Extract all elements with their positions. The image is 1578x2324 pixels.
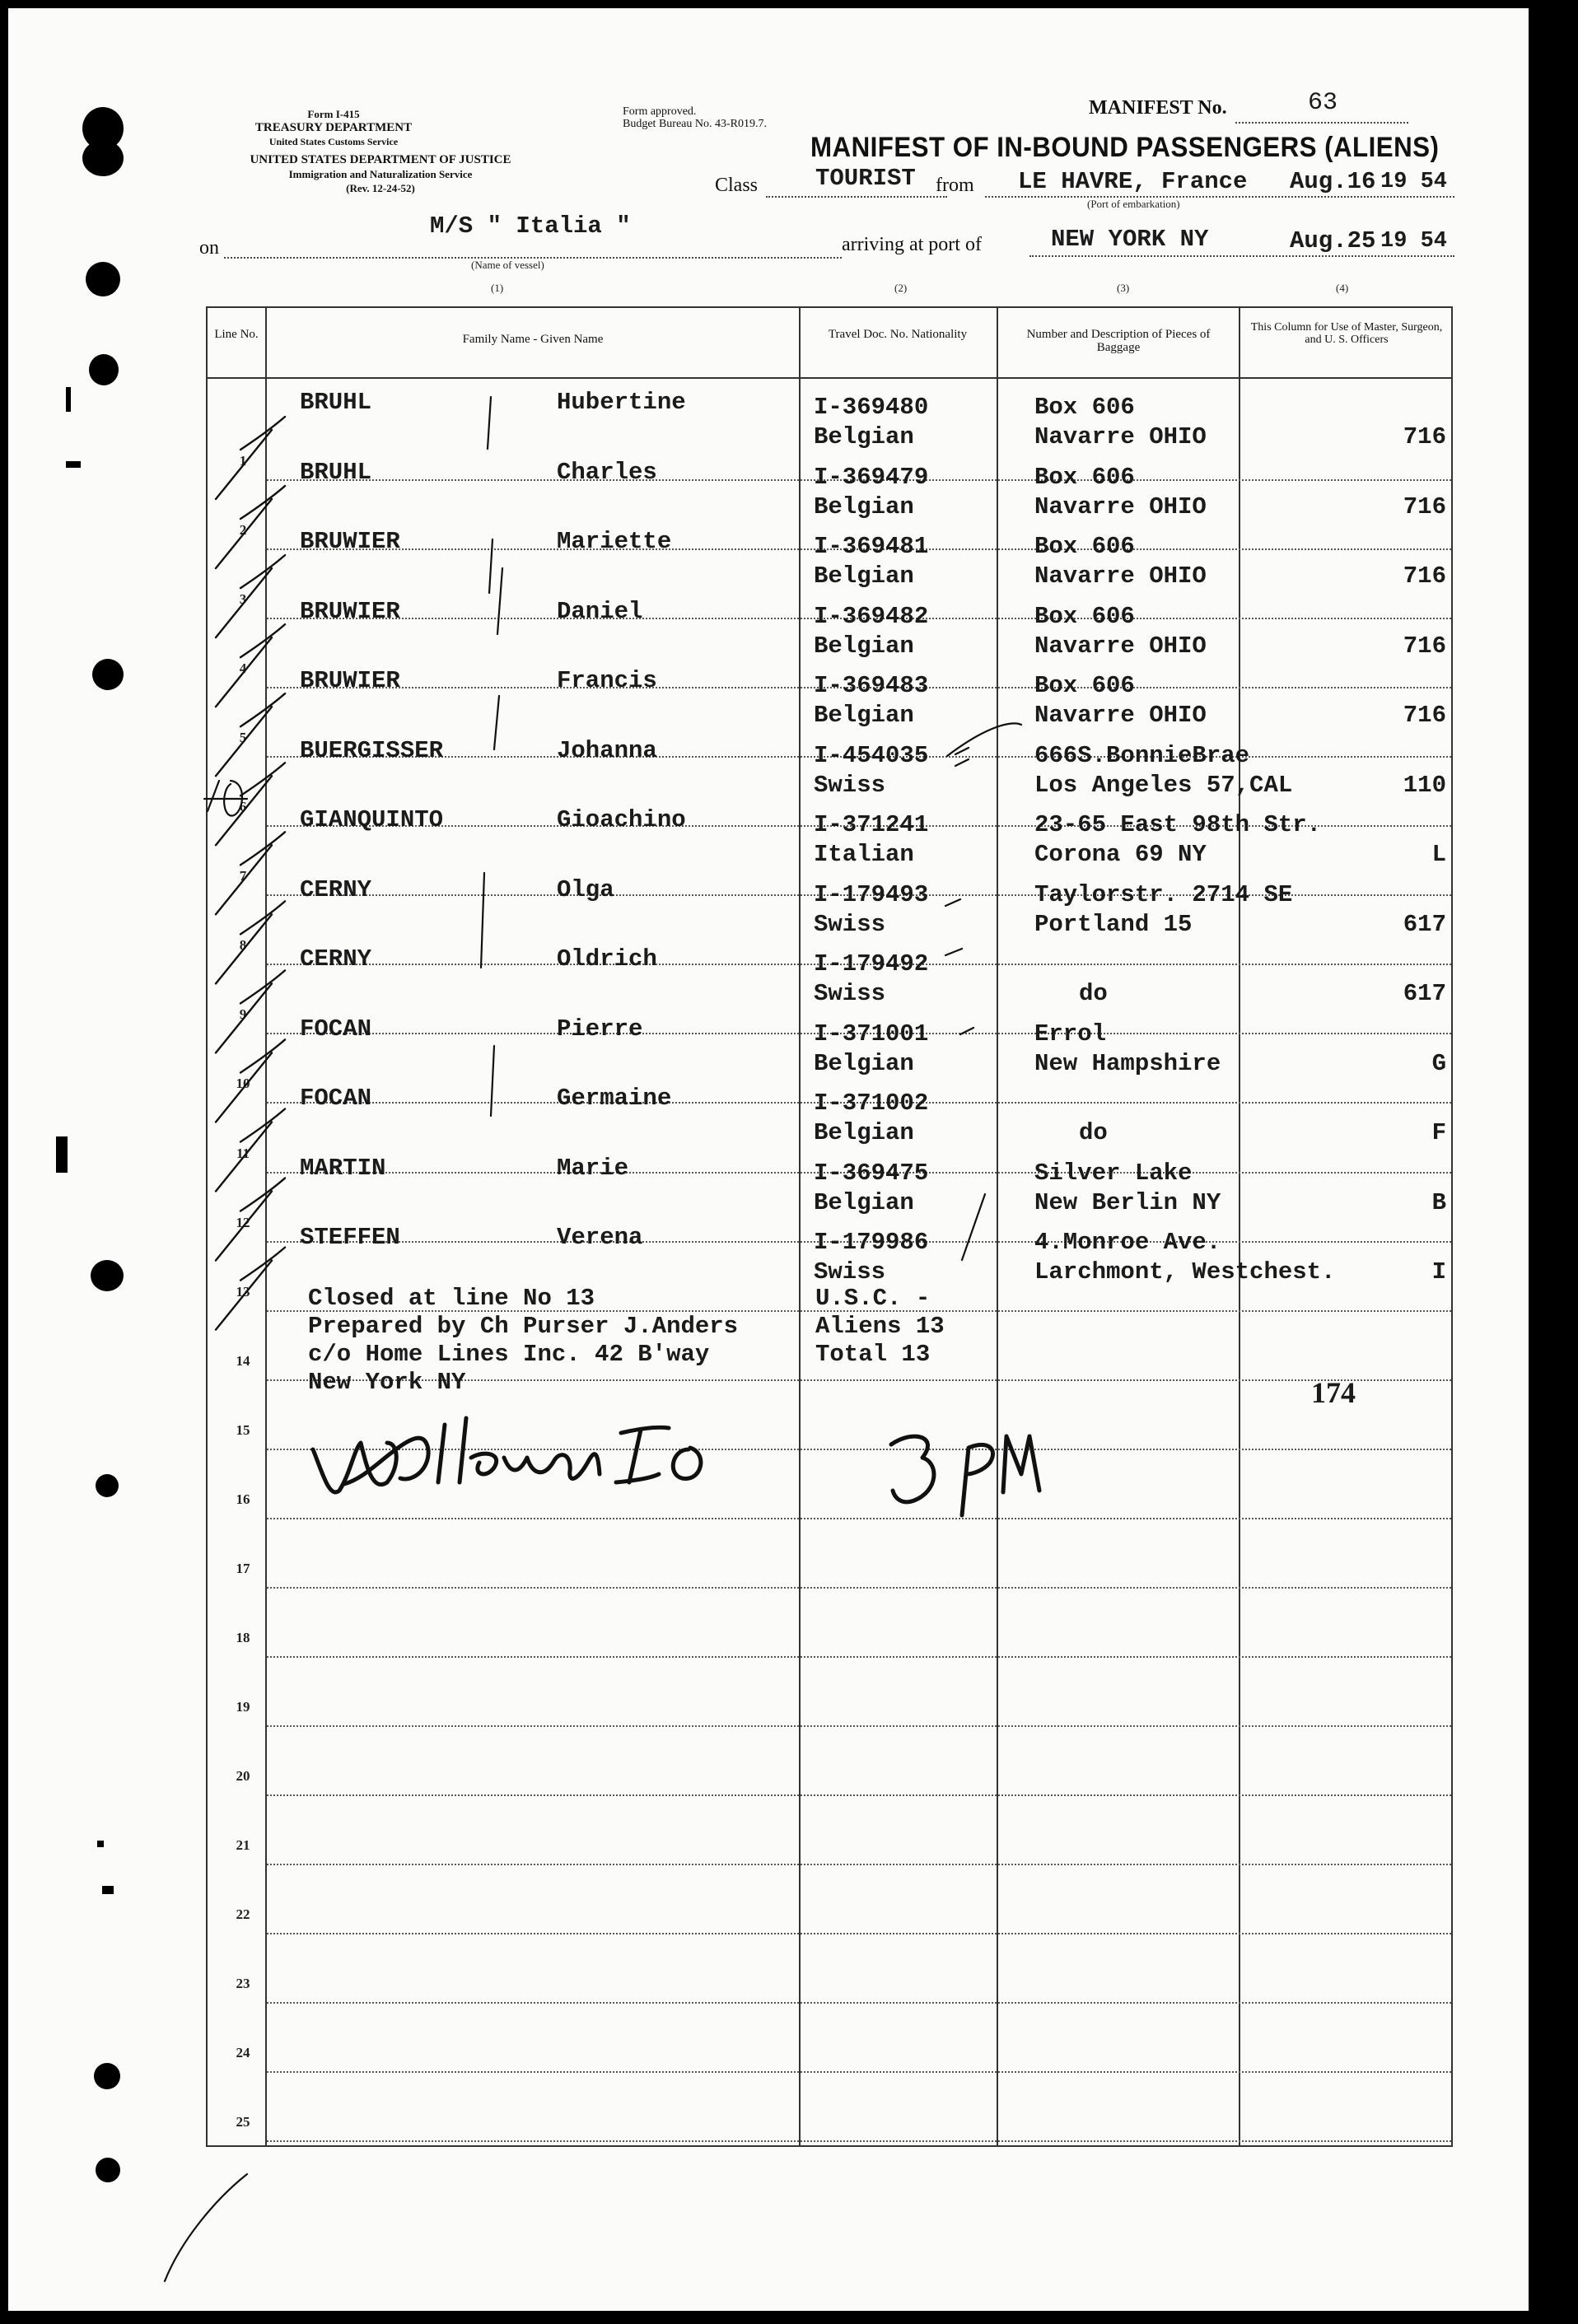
travel-doc-number: I-369481 <box>814 533 929 560</box>
travel-doc-number: I-371002 <box>814 1090 929 1117</box>
usc-count: U.S.C. - <box>815 1285 931 1312</box>
travel-doc-number: I-179493 <box>814 880 929 908</box>
baggage-address-line2: Portland 15 <box>1034 910 1193 938</box>
embarkation-year: 19 54 <box>1380 170 1448 194</box>
given-name: Francis <box>557 667 657 694</box>
officer-mark: I <box>1431 1258 1446 1286</box>
officer-mark: B <box>1431 1188 1446 1216</box>
nationality: Italian <box>814 841 914 868</box>
officer-mark: 617 <box>1403 910 1446 938</box>
line-number: 19 <box>236 1698 250 1715</box>
baggage-address-line2: do <box>1079 1119 1108 1146</box>
line-number: 12 <box>236 1214 250 1230</box>
nationality: Swiss <box>814 980 886 1007</box>
nationality: Belgian <box>814 702 914 729</box>
line-number: 20 <box>236 1767 250 1784</box>
given-name: Olga <box>557 875 614 903</box>
travel-doc-number: I-369483 <box>814 672 929 699</box>
nationality: Belgian <box>814 1119 914 1146</box>
officer-mark: L <box>1431 841 1446 868</box>
family-name: FOCAN <box>300 1015 372 1043</box>
given-name: Charles <box>557 458 657 486</box>
vessel-name: M/S " Italia " <box>430 212 631 240</box>
tick-mark <box>216 1248 285 1330</box>
tick-mark <box>216 832 285 914</box>
baggage-address-line1: Errol <box>1034 1020 1107 1048</box>
line-number: 3 <box>239 591 247 608</box>
given-name: Oldrich <box>557 945 657 973</box>
baggage-address-line2: Corona 69 NY <box>1034 841 1207 868</box>
travel-doc-number: I-454035 <box>814 741 929 769</box>
given-name: Marie <box>557 1154 629 1182</box>
baggage-address-line2: New Hampshire <box>1034 1049 1221 1077</box>
tick-mark <box>216 1178 285 1261</box>
nationality: Swiss <box>814 771 886 799</box>
form-number: Form I-415 <box>307 108 360 120</box>
port-embarkation-caption: (Port of embarkation) <box>1087 198 1180 210</box>
family-name: BUERGISSER <box>300 736 444 764</box>
on-label: on <box>199 237 219 259</box>
vessel-caption: (Name of vessel) <box>471 259 544 271</box>
nationality: Belgian <box>814 423 914 450</box>
col-header-name: Family Name - Given Name <box>462 333 604 346</box>
line-number: 4 <box>239 660 247 677</box>
check-mark <box>947 723 1021 1260</box>
nationality: Belgian <box>814 492 914 520</box>
line-number: 5 <box>239 730 247 746</box>
tick-mark <box>216 1109 285 1192</box>
family-name: STEFFEN <box>300 1224 400 1251</box>
margin-mark <box>204 781 247 815</box>
column-number: (4) <box>1336 282 1349 294</box>
baggage-address-line1: Box 606 <box>1034 394 1135 421</box>
baggage-address-line1: Box 606 <box>1034 602 1135 630</box>
tick-mark <box>216 417 285 499</box>
handwritten-signature <box>313 1418 1039 1515</box>
line-number: 11 <box>236 1145 250 1161</box>
line-number: 9 <box>239 1006 247 1023</box>
baggage-address-line2: Navarre OHIO <box>1034 492 1207 520</box>
arrival-year: 19 54 <box>1380 229 1448 254</box>
officer-mark: 716 <box>1403 423 1446 450</box>
class-value: TOURIST <box>815 165 916 192</box>
manifest-no-label: MANIFEST No. <box>1089 97 1227 119</box>
agent-address: c/o Home Lines Inc. 42 B'way <box>308 1341 710 1368</box>
officer-mark: 716 <box>1403 492 1446 520</box>
line-number: 10 <box>236 1076 250 1092</box>
form-approved: Form approved. <box>623 105 697 118</box>
arrival-date: Aug.25 <box>1290 227 1376 254</box>
manifest-title: MANIFEST OF IN-BOUND PASSENGERS (ALIENS) <box>810 132 1440 163</box>
tick-mark <box>216 1039 285 1122</box>
officer-mark: 716 <box>1403 562 1446 590</box>
line-number: 18 <box>236 1629 250 1645</box>
family-name: BRUWIER <box>300 528 400 555</box>
from-label: from <box>936 175 974 196</box>
baggage-address-line1: 23-65 East 98th Str. <box>1034 811 1322 838</box>
ins-label: Immigration and Naturalization Service <box>288 168 473 180</box>
given-name: Hubertine <box>557 389 686 416</box>
travel-doc-number: I-179492 <box>814 950 929 978</box>
travel-doc-number: I-371241 <box>814 811 929 838</box>
nationality: Belgian <box>814 562 914 590</box>
officer-mark: 716 <box>1403 702 1446 729</box>
travel-doc-number: I-369479 <box>814 463 929 491</box>
total-mark: 174 <box>1311 1376 1356 1409</box>
travel-doc-number: I-369475 <box>814 1159 929 1187</box>
tick-mark <box>216 624 285 707</box>
class-label: Class <box>715 175 759 196</box>
family-name: BRUHL <box>300 389 372 416</box>
baggage-address-line2: do <box>1079 980 1108 1007</box>
baggage-address-line2: Navarre OHIO <box>1034 423 1207 450</box>
line-number: 16 <box>236 1491 250 1507</box>
agent-city: New York NY <box>308 1369 466 1396</box>
baggage-address-line1: 4.Monroe Ave. <box>1034 1229 1221 1256</box>
baggage-address-line1: Silver Lake <box>1034 1159 1193 1187</box>
given-name: Daniel <box>557 597 643 625</box>
port-of-arrival: NEW YORK NY <box>1051 226 1209 253</box>
nationality: Belgian <box>814 632 914 660</box>
line-number: 2 <box>239 522 247 539</box>
arriving-label: arriving at port of <box>842 234 982 255</box>
given-name: Gioachino <box>557 806 686 833</box>
baggage-address-line2: New Berlin NY <box>1034 1188 1221 1216</box>
check-mark <box>945 748 973 1034</box>
travel-doc-number: I-371001 <box>814 1020 929 1048</box>
baggage-address-line1: Box 606 <box>1034 463 1135 491</box>
baggage-address-line1: Box 606 <box>1034 672 1135 699</box>
line-number: 21 <box>236 1837 250 1853</box>
family-name: BRUHL <box>300 458 372 486</box>
col-header-travel-doc: Travel Doc. No. Nationality <box>828 328 968 341</box>
family-name: MARTIN <box>300 1154 386 1182</box>
tick-mark <box>216 970 285 1052</box>
baggage-address-line2: Los Angeles 57,CAL <box>1034 771 1293 799</box>
given-name: Verena <box>557 1224 643 1251</box>
corner-mark <box>165 2174 247 2281</box>
tick-mark <box>216 555 285 637</box>
family-name: CERNY <box>300 875 372 903</box>
tick-mark <box>216 693 285 776</box>
travel-doc-number: I-369480 <box>814 394 929 421</box>
family-name: CERNY <box>300 945 372 973</box>
given-name: Mariette <box>557 528 672 555</box>
nationality: Belgian <box>814 1188 914 1216</box>
nationality: Belgian <box>814 1049 914 1077</box>
treasury-label: TREASURY DEPARTMENT <box>254 121 413 134</box>
col-header-baggage: Number and Description of Pieces of Baggage <box>1026 328 1211 354</box>
baggage-address-line1: Taylorstr. 2714 SE <box>1034 880 1293 908</box>
prepared-by: Prepared by Ch Purser J.Anders <box>308 1313 739 1340</box>
line-number: 14 <box>236 1352 250 1369</box>
aliens-count: Aliens 13 <box>815 1313 945 1340</box>
baggage-address-line1: Box 606 <box>1034 533 1135 560</box>
tick-mark <box>216 763 285 845</box>
embarkation-date: Aug.16 <box>1290 168 1376 195</box>
col-header-officers: This Column for Use of Master, Surgeon, and U. S. Officers <box>1250 321 1443 346</box>
customs-label: United States Customs Service <box>268 136 399 147</box>
closed-at-line: Closed at line No 13 <box>308 1285 595 1312</box>
given-name: Germaine <box>557 1085 672 1112</box>
baggage-address-line1: 666S.BonnieBrae <box>1034 741 1250 769</box>
family-name: GIANQUINTO <box>300 806 444 833</box>
justice-label: UNITED STATES DEPARTMENT OF JUSTICE <box>250 153 511 166</box>
tick-mark <box>216 486 285 568</box>
family-name: BRUWIER <box>300 597 400 625</box>
travel-doc-number: I-369482 <box>814 602 929 630</box>
budget-bureau: Budget Bureau No. 43-R019.7. <box>623 118 767 130</box>
nationality: Swiss <box>814 1258 886 1286</box>
rev-label: (Rev. 12-24-52) <box>346 182 415 194</box>
officer-mark: 110 <box>1403 771 1446 799</box>
line-number: 15 <box>236 1421 250 1438</box>
col-header-line-no: Line No. <box>214 328 259 341</box>
baggage-address-line2: Navarre OHIO <box>1034 562 1207 590</box>
family-name: FOCAN <box>300 1085 372 1112</box>
officer-mark: F <box>1431 1119 1446 1146</box>
tick-mark <box>216 901 285 983</box>
given-name: Johanna <box>557 736 657 764</box>
baggage-address-line2: Navarre OHIO <box>1034 702 1207 729</box>
port-of-embarkation: LE HAVRE, France <box>1018 168 1248 195</box>
travel-doc-number: I-179986 <box>814 1229 929 1256</box>
line-number: 17 <box>236 1560 250 1576</box>
line-number: 25 <box>236 2114 250 2130</box>
line-number: 24 <box>236 2045 250 2061</box>
nationality: Swiss <box>814 910 886 938</box>
line-number: 13 <box>236 1283 250 1300</box>
column-number: (1) <box>491 282 504 294</box>
line-number: 7 <box>239 868 247 884</box>
line-number: 22 <box>236 1906 250 1923</box>
family-name: BRUWIER <box>300 667 400 694</box>
column-number: (3) <box>1117 282 1130 294</box>
line-number: 8 <box>239 937 247 954</box>
given-name: Pierre <box>557 1015 643 1043</box>
total-count: Total 13 <box>815 1341 931 1368</box>
officer-mark: 716 <box>1403 632 1446 660</box>
officer-mark: G <box>1431 1049 1446 1077</box>
bracket-mark <box>481 397 502 1116</box>
baggage-address-line2: Larchmont, Westchest. <box>1034 1258 1336 1286</box>
line-number: 23 <box>236 1976 250 1992</box>
officer-mark: 617 <box>1403 980 1446 1007</box>
line-number: 1 <box>239 453 247 469</box>
manifest-number: 63 <box>1308 89 1338 117</box>
baggage-address-line2: Navarre OHIO <box>1034 632 1207 660</box>
line-number: 6 <box>239 799 247 815</box>
column-number: (2) <box>894 282 908 294</box>
